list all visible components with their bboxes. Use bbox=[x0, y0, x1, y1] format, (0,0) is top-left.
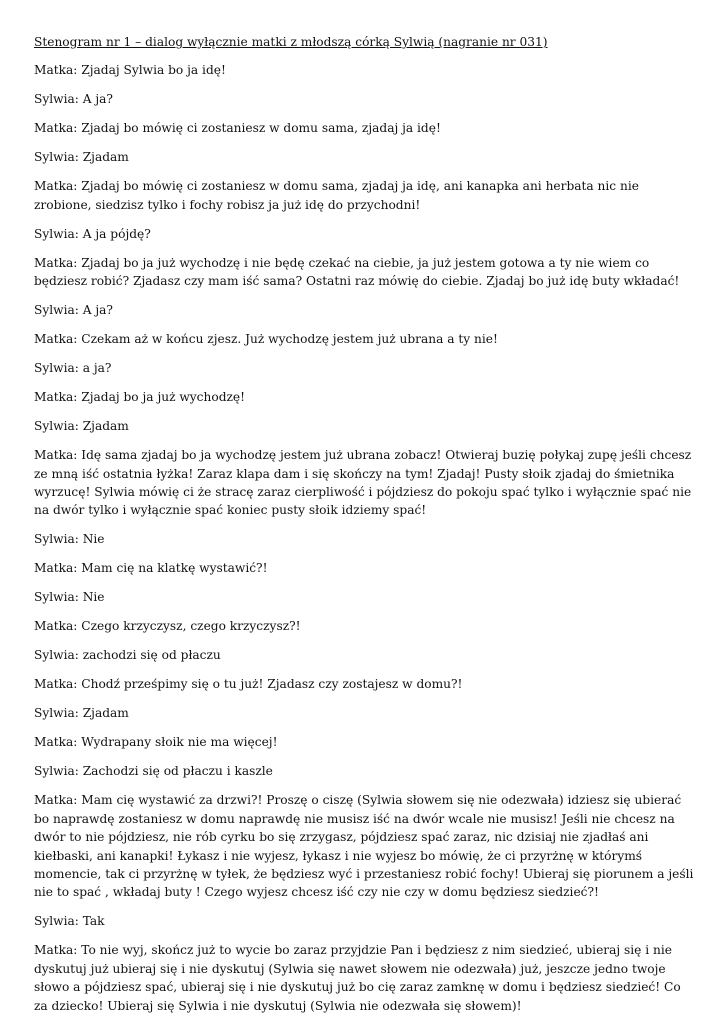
dialog-line: Sylwia: zachodzi się od płaczu bbox=[34, 648, 221, 663]
dialog-line: Sylwia: Zjadam bbox=[34, 150, 129, 165]
dialog-line: Matka: Czekam aż w końcu zjesz. Już wychodzę jestem już ubrana a ty nie! bbox=[34, 332, 498, 347]
dialog-line: Matka: Mam cię na klatkę wystawić?! bbox=[34, 561, 268, 576]
dialog-line: Sylwia: A ja? bbox=[34, 92, 113, 107]
dialog-line: Matka: Idę sama zjadaj bo ja wychodzę jestem już ubrana zobacz! Otwieraj buzię połykaj zupę jeśli chcesz ze mną iść ostatnia łyżka! Zaraz klapa dam i się skończy na tym! Zjadaj! Pusty słoik zjadaj do śmietnika wyrzucę! Sylwia mówię ci że stracę zaraz cierpliwość i pójdziesz do pokoju spać tylko i wyłącznie spać nie na dwór tylko i wyłącznie spać koniec pusty słoik idziemy spać! bbox=[34, 448, 692, 518]
dialog-line: Sylwia: Nie bbox=[34, 590, 105, 605]
dialog-line: Sylwia: Nie bbox=[34, 532, 105, 547]
dialog-line: Matka: Mam cię wystawić za drzwi?! Proszę o ciszę (Sylwia słowem się nie odezwała) idziesz się ubierać bo naprawdę zostaniesz w domu naprawdę nie musisz iść na dwór wcale nie musisz! Jeśli nie chcesz na dwór to nie pójdziesz, nie rób cyrku bo się zrzygasz, pójdziesz spać zaraz, nic dzisiaj nie zjadłaś ani kiełbaski, ani kanapki! Łykasz i nie wyjesz, łykasz i nie wyjesz bo mówię, że ci przyrżnę w którymś momencie, tak ci przyrżnę w tyłek, że będziesz wyć i przestaniesz robić fochy! Ubieraj się piorunem a jeśli nie to spać , wkładaj buty ! Czego wyjesz chcesz iść czy nie czy w domu będziesz siedzieć?! bbox=[34, 793, 694, 900]
dialog-line: Sylwia: Zjadam bbox=[34, 419, 129, 434]
dialog-line: Matka: Zjadaj bo mówię ci zostaniesz w domu sama, zjadaj ja idę, ani kanapka ani herbata nic nie zrobione, siedzisz tylko i fochy robisz ja już idę do przychodni! bbox=[34, 179, 639, 212]
dialog-line: Matka: Chodź prześpimy się o tu już! Zjadasz czy zostajesz w domu?! bbox=[34, 677, 463, 692]
dialog-line: Sylwia: Zjadam bbox=[34, 706, 129, 721]
dialog-line: Matka: Zjadaj Sylwia bo ja idę! bbox=[34, 63, 226, 78]
document-page bbox=[34, 33, 696, 1026]
document-title: Stenogram nr 1 – dialog wyłącznie matki z młodszą córką Sylwią (nagranie nr 031) bbox=[34, 35, 548, 49]
dialog-line: Sylwia: A ja? bbox=[34, 303, 113, 318]
dialog-line: Sylwia: Zachodzi się od płaczu i kaszle bbox=[34, 764, 273, 779]
dialog-line: Matka: Czego krzyczysz, czego krzyczysz?! bbox=[34, 619, 301, 634]
dialog-line: Matka: Zjadaj bo ja już wychodzę! bbox=[34, 390, 246, 405]
dialog-line: Matka: To nie wyj, skończ już to wycie bo zaraz przyjdzie Pan i będziesz z nim siedzieć, ubieraj się i nie dyskutuj już ubieraj się i nie dyskutuj (Sylwia się nawet słowem nie odezwała) już, jeszcze jedno twoje słowo a pójdziesz spać, ubieraj się i nie dyskutuj już bo cię zaraz zamknę w domu i będziesz siedzieć! Co za dziecko! Ubieraj się Sylwia i nie dyskutuj (Sylwia nie odezwała się słowem)! bbox=[34, 943, 681, 1013]
dialog-line: Matka: Zjadaj bo ja już wychodzę i nie będę czekać na ciebie, ja już jestem gotowa a ty nie wiem co będziesz robić? Zjadasz czy mam iść sama? Ostatni raz mówię do ciebie. Zjadaj bo już idę buty wkładać! bbox=[34, 255, 680, 289]
dialog-line: Sylwia: A ja pójdę? bbox=[34, 226, 151, 241]
dialog-line: Sylwia: a ja? bbox=[34, 361, 112, 376]
dialog-line: Matka: Wydrapany słoik nie ma więcej! bbox=[34, 735, 278, 750]
dialog-line: Matka: Zjadaj bo mówię ci zostaniesz w domu sama, zjadaj ja idę! bbox=[34, 121, 441, 136]
dialog-line: Sylwia: Tak bbox=[34, 914, 105, 929]
